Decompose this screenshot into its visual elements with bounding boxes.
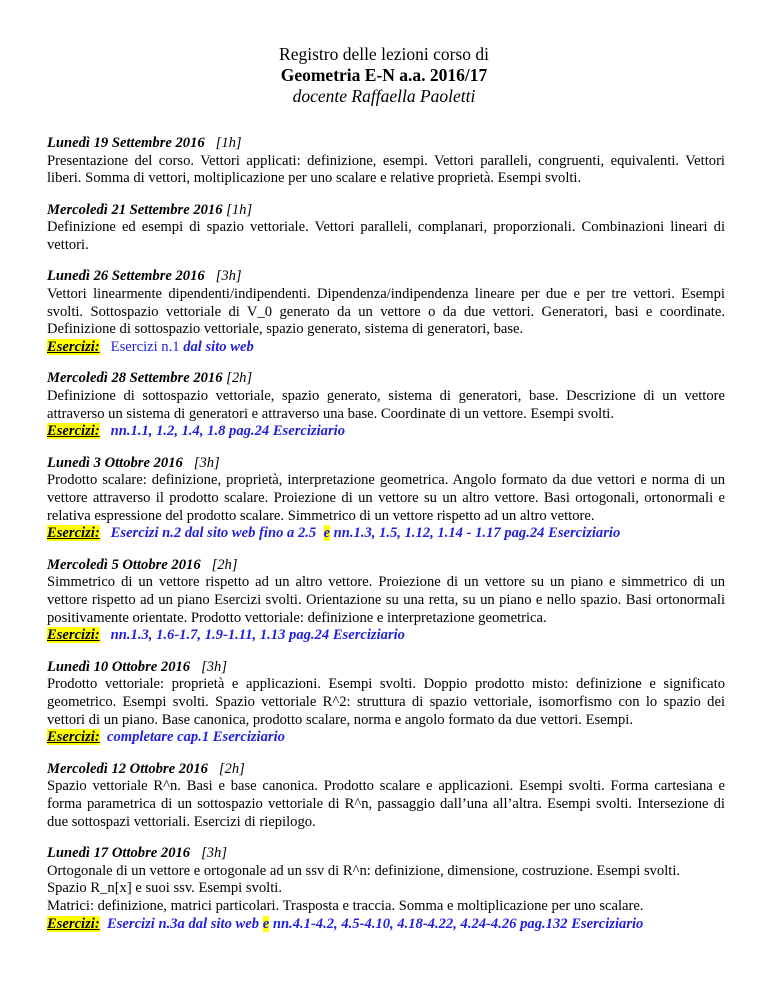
course-title: Geometria E-N a.a. 2016/17 — [280, 65, 488, 85]
lecture-heading — [47, 659, 725, 677]
lecture-entry — [47, 202, 725, 255]
exercise-line — [47, 729, 725, 747]
exercise-label: Esercizi: — [47, 423, 100, 440]
lecture-topics: Definizione ed esempi di spazio vettoriale. Vettori paralleli, complanari, proporzionali. Combinazioni lineari di vettori. — [47, 219, 725, 254]
lecture-hours: [3h] — [201, 658, 228, 675]
lecture-topics: Definizione di sottospazio vettoriale, spazio generato, sistema di generatori, base. Descrizione di un vettore attraverso un sistema di generatori e attraverso una base. Coordinate di un vettore. Esempi svolti. — [47, 387, 725, 422]
lecture-entry — [47, 557, 725, 646]
header-line-1: Registro delle lezioni corso di — [279, 44, 489, 64]
lecture-topics: Spazio vettoriale R^n. Basi e base canonica. Prodotto scalare e applicazioni. Esempi svolti. Forma cartesiana e forma parametrica di un sottospazio vettoriale di R^n, passaggio dall’una all’altra. Esempi svolti. Intersezione di due sottospazi vettoriali. Esercizi di riepilogo. — [47, 778, 725, 830]
lecture-date: Mercoledì 21 Settembre 2016 — [47, 201, 223, 218]
lecture-heading — [47, 268, 725, 286]
lecturer-name: docente Raffaella Paoletti — [292, 86, 476, 106]
lecture-entry — [47, 370, 725, 441]
lecture-entry — [47, 455, 725, 544]
exercise-label: Esercizi: — [47, 339, 100, 356]
lecture-heading — [47, 202, 725, 220]
lecture-entry — [47, 659, 725, 748]
exercise-ref[interactable]: nn.1.3, 1.6-1.7, 1.9-1.11, 1.13 pag.24 Eserciziario — [110, 627, 405, 644]
lecture-hours: [2h] — [218, 760, 245, 777]
lecture-date: Lunedì 3 Ottobre 2016 — [47, 454, 183, 471]
lecture-heading — [47, 455, 725, 473]
lecture-date: Lunedì 10 Ottobre 2016 — [47, 658, 191, 675]
exercise-line — [47, 339, 725, 357]
lecture-hours: [2h] — [226, 370, 253, 387]
lecture-topics-extra: Spazio R_n[x] e suoi ssv. Esempi svolti. — [47, 880, 282, 897]
exercise-ref[interactable]: completare cap.1 Eserciziario — [107, 729, 285, 746]
lecture-hours: [3h] — [215, 268, 242, 285]
lecture-hours: [3h] — [193, 454, 220, 471]
exercise-source-link[interactable]: dal sito web — [183, 339, 254, 356]
exercise-ref[interactable]: nn.4.1-4.2, 4.5-4.10, 4.18-4.22, 4.24-4.26 pag.132 Eserciziario — [272, 915, 644, 932]
lecture-date: Mercoledì 28 Settembre 2016 — [47, 370, 223, 387]
exercise-ref[interactable]: Esercizi n.3a dal sito web — [107, 915, 260, 932]
lecture-date: Lunedì 26 Settembre 2016 — [47, 268, 205, 285]
lecture-hours: [1h] — [215, 135, 242, 151]
exercise-line — [47, 423, 725, 441]
exercise-line — [47, 916, 725, 934]
lecture-heading — [47, 845, 725, 863]
exercise-label: Esercizi: — [47, 915, 100, 932]
lecture-hours: [3h] — [201, 844, 228, 861]
lecture-heading — [47, 761, 725, 779]
lecture-date: Mercoledì 12 Ottobre 2016 — [47, 760, 208, 777]
exercise-label: Esercizi: — [47, 525, 100, 542]
exercise-ref[interactable]: Esercizi n.2 dal sito web fino a 2.5 — [110, 525, 317, 542]
document-header — [0, 44, 768, 107]
lecture-entry — [47, 268, 725, 357]
lecture-topics: Prodotto vettoriale: proprietà e applicazioni. Esempi svolti. Doppio prodotto misto: definizione e significato geometrico. Esempi svolti. Spazio vettoriale R^2: struttura di spazio vettoriale, isomorfismo con lo spazio dei vettori di un piano. Base canonica, prodotto scalare, norma e angolo formato da due vettori. Esempi. — [47, 676, 725, 728]
lecture-entry — [47, 845, 725, 934]
lecture-topics-extra: Matrici: definizione, matrici particolari. Trasposta e traccia. Somma e moltiplicazione per uno scalare. — [47, 898, 644, 915]
lecture-hours: [1h] — [226, 201, 253, 218]
lecture-date: Lunedì 17 Ottobre 2016 — [47, 844, 191, 861]
exercise-label: Esercizi: — [47, 729, 100, 746]
lecture-entry — [47, 761, 725, 832]
exercise-ref[interactable]: Esercizi n.1 — [110, 339, 180, 356]
lecture-topics: Ortogonale di un vettore e ortogonale ad un ssv di R^n: definizione, dimensione, costruzione. Esempi svolti. — [47, 862, 681, 879]
exercise-ref[interactable]: nn.1.1, 1.2, 1.4, 1.8 pag.24 Eserciziario — [110, 423, 345, 440]
exercise-ref[interactable]: nn.1.3, 1.5, 1.12, 1.14 - 1.17 pag.24 Eserciziario — [333, 525, 621, 542]
lecture-topics: Simmetrico di un vettore rispetto ad un altro vettore. Proiezione di un vettore su un piano e simmetrico di un vettore rispetto ad un piano Esercizi svolti. Orientazione su una retta, su un piano e nello spazio. Basi ortonormali positivamente orientate. Prodotto vettoriale: definizione e interpretazione geometrica. — [47, 574, 725, 626]
lecture-heading — [47, 557, 725, 575]
exercise-line — [47, 627, 725, 645]
lecture-entry — [47, 135, 725, 188]
lecture-date: Mercoledì 5 Ottobre 2016 — [47, 556, 201, 573]
lecture-topics: Vettori linearmente dipendenti/indipendenti. Dipendenza/indipendenza lineare per due e per tre vettori. Esempi svolti. Sottospazio vettoriale di V_0 generato da un vettore o da due vettori. Generatori, basi e coordinate. Definizione di sottospazio vettoriale, spazio generato, sistema di generatori, base. — [47, 285, 725, 338]
exercise-label: Esercizi: — [47, 627, 100, 644]
lecture-hours: [2h] — [211, 556, 238, 573]
lecture-heading — [47, 370, 725, 388]
lecture-topics: Presentazione del corso. Vettori applicati: definizione, esempi. Vettori paralleli, congruenti, equivalenti. Vettori liberi. Somma di vettori, moltiplicazione per uno scalare e relative proprietà. Esempi svolti. — [47, 152, 725, 187]
lecture-list — [47, 135, 725, 947]
conjunction-highlight: e — [323, 525, 330, 542]
lecture-heading — [47, 135, 725, 153]
lecture-date: Lunedì 19 Settembre 2016 — [47, 135, 205, 151]
exercise-line — [47, 525, 725, 543]
conjunction-highlight: e — [262, 915, 270, 932]
lecture-topics: Prodotto scalare: definizione, proprietà, interpretazione geometrica. Angolo formato da due vettori e norma di un vettore attraverso il prodotto scalare. Proiezione di un vettore su un altro vettore. Basi ortogonali, ortonormali e relativa espressione del prodotto scalare. Simmetrico di un vettore rispetto ad un altro vettore. — [47, 472, 725, 524]
